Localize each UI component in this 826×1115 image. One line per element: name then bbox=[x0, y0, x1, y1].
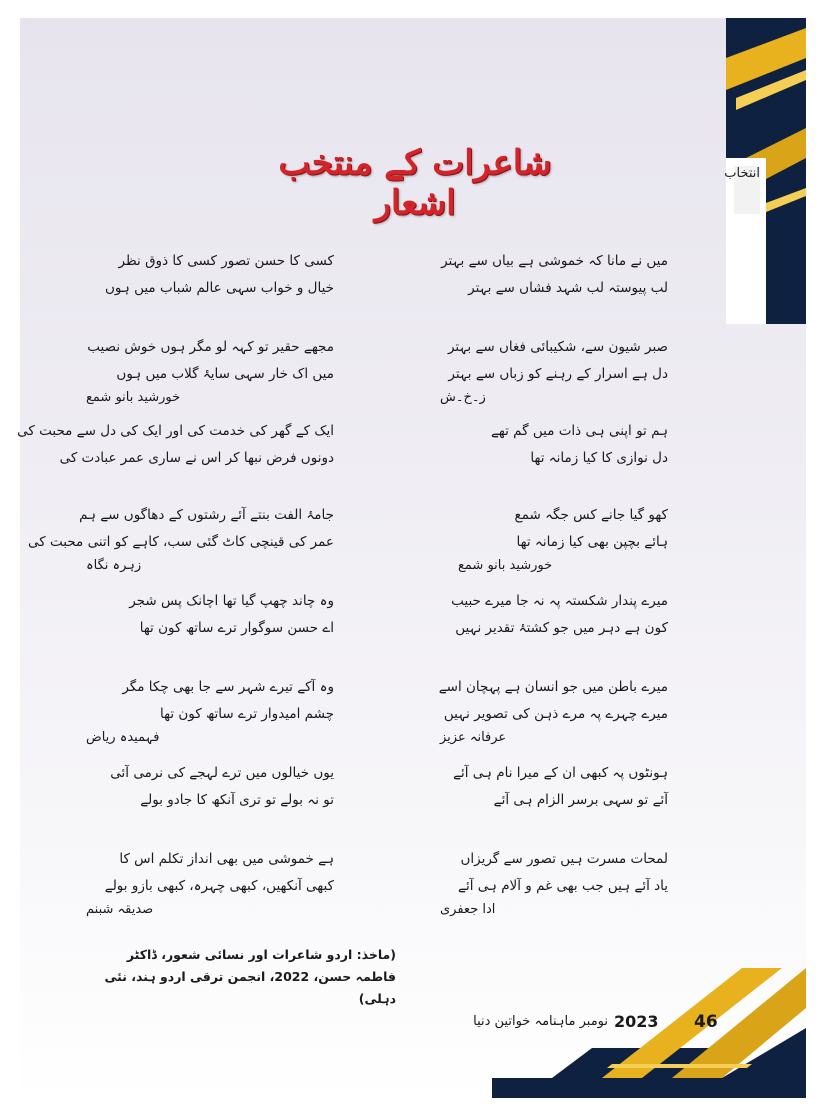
verse-line: میں نے مانا کہ خموشی ہے بیاں سے بہتر bbox=[441, 253, 668, 269]
verse bbox=[86, 674, 334, 748]
verse-line: ہونٹوں پہ کبھی ان کے میرا نام ہی آئے bbox=[453, 765, 668, 781]
verse-line: تو نہ بولے تو تری آنکھ کا جادو بولے bbox=[140, 792, 334, 808]
verse-line: لمحات مسرت ہیں تصور سے گریزاں bbox=[460, 851, 668, 867]
verse-line: یوں خیالوں میں ترے لہجے کی نرمی آئی bbox=[110, 765, 334, 781]
verse-line: میرے باطن میں جو انسان ہے پہچان اسے bbox=[438, 679, 668, 695]
poet-name: خورشید بانو شمع bbox=[458, 558, 553, 573]
source-citation: (ماخذ: اردو شاعرات اور نسائی شعور، ڈاکٹر فاطمہ حسن، 2022، انجمن ترقی اردو ہند، نئی دہلی) bbox=[104, 947, 396, 1006]
verse-line: کبھی آنکھیں، کبھی چہرہ، کبھی بازو بولے bbox=[104, 878, 334, 894]
verse-line: میں اک خار سہی سایۂ گلاب میں ہوں bbox=[116, 366, 334, 382]
verse-line: مجھے حقیر تو کہہ لو مگر ہوں خوش نصیب bbox=[87, 339, 334, 355]
verse-line: کھو گیا جانے کس جگہ شمع bbox=[514, 507, 668, 523]
verse-line: ہے خموشی میں بھی انداز تکلم اس کا bbox=[119, 851, 334, 867]
page-title: شاعرات کے منتخب اشعار bbox=[278, 143, 552, 223]
verse-line: ایک کے گھر کی خدمت کی اور ایک کی دل سے محبت کی bbox=[17, 423, 334, 439]
poet-name: ز۔خ۔ش bbox=[440, 390, 486, 405]
verse bbox=[440, 248, 668, 302]
verse-line: صبر شیون سے، شکیبائی فغاں سے بہتر bbox=[447, 339, 668, 355]
page-number: 46 bbox=[694, 1012, 718, 1032]
verse-line: کون ہے دہر میں جو کشتۂ تقدیر نہیں bbox=[455, 620, 668, 636]
page-footer bbox=[470, 1010, 720, 1034]
verse bbox=[86, 846, 334, 920]
verse bbox=[104, 248, 334, 302]
verse bbox=[458, 418, 668, 472]
verse-line: یاد آئے ہیں جب بھی غم و آلام ہی آئے bbox=[458, 878, 668, 894]
verse-line: میرے پندار شکستہ پہ نہ جا میرے حبیب bbox=[451, 593, 668, 609]
verse-line: دل ہے اسرار کے رہنے کو زباں سے بہتر bbox=[448, 366, 668, 382]
verse-line: وہ آکے تیرے شہر سے جا بھی چکا مگر bbox=[122, 679, 334, 695]
poet-name: خورشید بانو شمع bbox=[86, 390, 181, 405]
verse-line: ہائے بچپن بھی کیا زمانہ تھا bbox=[516, 534, 668, 550]
poet-name: زہرہ نگاہ bbox=[86, 558, 142, 573]
poet-name: فہمیدہ ریاض bbox=[86, 730, 160, 745]
verse-line: خیال و خواب سہی عالم شباب میں ہوں bbox=[104, 280, 334, 296]
verse-line: لب پیوستہ لب شہد فشاں سے بہتر bbox=[468, 280, 668, 296]
verse-line: چشم امیدوار ترے ساتھ کون تھا bbox=[160, 706, 334, 722]
magazine-name: نومبر ماہنامہ خواتین دنیا bbox=[473, 1014, 608, 1029]
side-label: انتخاب bbox=[734, 166, 760, 214]
verse-line: جامۂ الفت بنتے آئے رشتوں کے دھاگوں سے ہم bbox=[79, 507, 334, 523]
verse-line: میرے چہرے پہ مرے ذہن کی تصویر نہیں bbox=[443, 706, 668, 722]
poet-name: عرفانہ عزیز bbox=[440, 730, 507, 745]
verse-line: ہم تو اپنی ہی ذات میں گم تھے bbox=[490, 423, 668, 439]
verse bbox=[86, 588, 334, 642]
verse bbox=[458, 502, 668, 576]
verse bbox=[440, 760, 668, 814]
verse bbox=[28, 502, 334, 576]
verse-line: کسی کا حسن تصور کسی کا ذوق نظر bbox=[118, 253, 334, 269]
verse bbox=[440, 334, 668, 408]
verse bbox=[17, 418, 334, 472]
poet-name: ادا جعفری bbox=[440, 902, 496, 917]
poet-name: صدیقہ شبنم bbox=[86, 902, 154, 917]
issue-year: 2023 bbox=[614, 1012, 659, 1031]
verse bbox=[86, 334, 334, 408]
verse-line: عمر کی قینچی کاٹ گئی سب، کاہے کو اتنی محبت کی bbox=[28, 534, 334, 550]
verse-line: دونوں فرض نبھا کر اس نے ساری عمر عبادت کی bbox=[59, 450, 334, 466]
verse bbox=[440, 846, 668, 920]
verse bbox=[86, 760, 334, 814]
verse-line: آئے تو سہی برسر الزام ہی آئے bbox=[493, 792, 668, 808]
verse-line: دل نوازی کا کیا زمانہ تھا bbox=[530, 450, 668, 466]
verse bbox=[440, 674, 668, 748]
verse bbox=[440, 588, 668, 642]
verse-line: وہ چاند چھپ گیا تھا اچانک پس شجر bbox=[129, 593, 334, 609]
verse-line: اے حسن سوگوار ترے ساتھ کون تھا bbox=[139, 620, 334, 636]
